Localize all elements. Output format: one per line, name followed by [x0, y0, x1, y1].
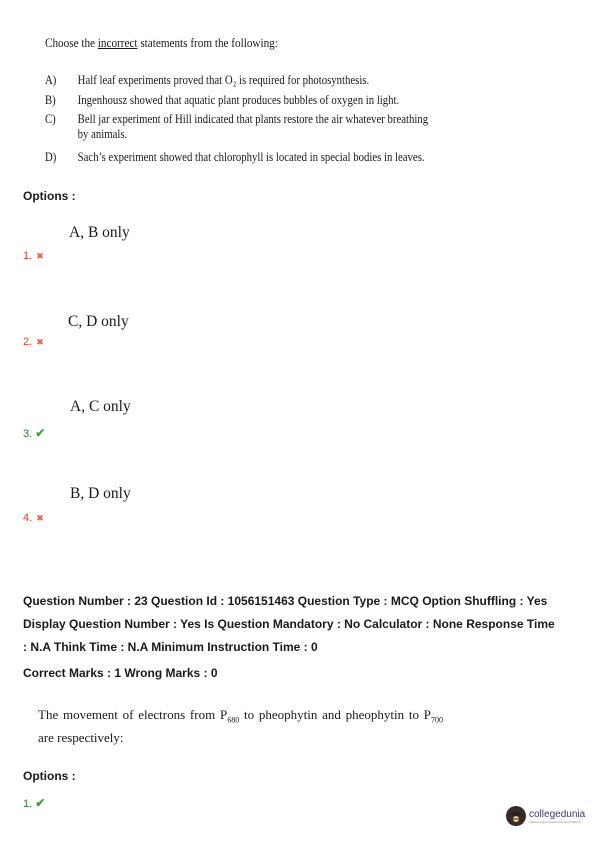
- option-1: [23, 250, 44, 262]
- option-3: [23, 426, 45, 440]
- option-2-number: 2.: [23, 336, 33, 348]
- option-1-number: 1.: [23, 250, 33, 262]
- question-meta: [23, 590, 583, 685]
- option-2-text: C, D only: [68, 313, 129, 330]
- logo-name: collegedunia: [529, 808, 586, 820]
- statement-d: D) Sach’s experiment showed that chlorophyll is located in special bodies in leaves.: [45, 150, 425, 164]
- option-3-text: A, C only: [70, 398, 131, 415]
- statement-c: C) Bell jar experiment of Hill indicated that plants restore the air whatever breathing by animals.: [45, 112, 429, 141]
- prompt-suffix: statements from the following:: [137, 35, 278, 50]
- statement-a: A) Half leaf experiments proved that O₂ is required for photosynthesis.: [45, 73, 370, 87]
- check-icon: ✔: [35, 796, 46, 810]
- option-3-number: 3.: [23, 428, 33, 440]
- option-4-text: B, D only: [70, 485, 131, 502]
- cross-icon: ✖: [36, 251, 44, 261]
- meta-line-2: Display Question Number : Yes Is Question Mandatory : No Calculator : None Response Time: [23, 617, 555, 631]
- option-1-text: A, B only: [69, 224, 130, 241]
- question-prompt: [45, 35, 278, 51]
- prompt-prefix: Choose the: [45, 35, 98, 50]
- check-icon: ✔: [35, 426, 46, 440]
- q2-option-1-number: 1.: [23, 798, 33, 810]
- options-label: Options :: [23, 189, 76, 203]
- options-label-2: Options :: [23, 769, 76, 783]
- option-4-number: 4.: [23, 512, 33, 524]
- q2-option-1: [23, 796, 45, 810]
- collegedunia-logo: [506, 806, 585, 826]
- meta-line-3: : N.A Think Time : N.A Minimum Instruction Time : 0: [23, 640, 318, 654]
- graduate-cap-icon: [506, 806, 526, 826]
- cross-icon: ✖: [36, 337, 44, 347]
- prompt-underlined: incorrect: [97, 35, 138, 50]
- question-2-text: The movement of electrons from $P_{680}$ to pheophytin and pheophytin to $P_{700}$ are respectively:: [38, 707, 444, 745]
- statement-b: B) Ingenhousz showed that aquatic plant produces bubbles of oxygen in light.: [45, 93, 400, 107]
- statement-c-continuation: by animals.: [77, 127, 128, 141]
- meta-line-1: Question Number : 23 Question Id : 1056151463 Question Type : MCQ Option Shuffling : Yes: [23, 594, 548, 608]
- logo-tagline: India's largest Student Review Platform: [529, 819, 582, 824]
- option-2: [23, 336, 44, 348]
- cross-icon: ✖: [36, 513, 44, 523]
- option-4: [23, 512, 44, 524]
- meta-line-4: Correct Marks : 1 Wrong Marks : 0: [23, 666, 218, 680]
